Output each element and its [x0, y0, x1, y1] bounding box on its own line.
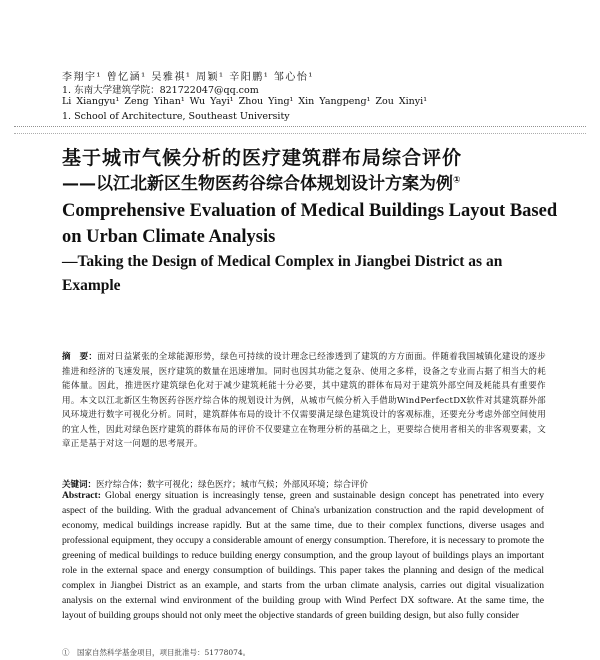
subtitle-chinese-text: ——以江北新区生物医药谷综合体规划设计方案为例	[62, 174, 453, 194]
abstract-english-label: Abstract:	[62, 490, 101, 501]
keywords-text: 医疗综合体；数字可视化；绿色医疗；城市气候；外部风环境；综合评价	[96, 480, 369, 490]
title-english: Comprehensive Evaluation of Medical Buildings Layout Based on Urban Climate Analysis	[62, 201, 558, 247]
affiliation-chinese: 1. 东南大学建筑学院：821722047@qq.com	[62, 85, 259, 96]
keywords-label: 关键词：	[62, 480, 97, 490]
subtitle-english: —Taking the Design of Medical Complex in Jiangbei District as an Example	[62, 253, 503, 294]
affiliation-english: 1. School of Architecture, Southeast University	[62, 111, 290, 122]
abstract-chinese	[62, 350, 546, 452]
title-chinese: 基于城市气候分析的医疗建筑群布局综合评价	[62, 147, 463, 169]
authors-chinese: 李翔宇¹ 曾忆涵¹ 吴雅祺¹ 周颖¹ 辛阳鹏¹ 邹心怡¹	[62, 72, 314, 83]
abstract-chinese-label: 摘 要：	[62, 352, 98, 362]
abstract-english	[62, 488, 544, 623]
footnote: ① 国家自然科学基金项目，项目批准号：51778074。	[62, 648, 251, 657]
scan-noise-divider	[14, 126, 586, 134]
authors-english: Li Xiangyu¹ Zeng Yihan¹ Wu Yayi¹ Zhou Ying¹ Xin Yangpeng¹ Zou Xinyi¹	[62, 96, 428, 107]
footnote-marker: ①	[453, 175, 461, 186]
abstract-chinese-text: 面对日益紧张的全球能源形势，绿色可持续的设计理念已经渗透到了建筑的方方面面。伴随着我国城镇化建设的逐步推进和经济的飞速发展，医疗建筑的数量在迅速增加。同时也因其功能之复杂、使用之多样，设备之专业而占据了相当大的耗能体量。因此，推进医疗建筑绿色化对于减少建筑耗能十分必要，其中建筑的群体布局对于建筑外部空间及耗能具有重要作用。本文以江北新区生物医药谷医疗综合体的规划设计为例，从城市气候分析入手借助WindPerfectDX软件对其建筑群外部风环境进行数字可视化分析。同时，建筑群体布局的设计不仅需要满足绿色建筑设计的客观标准，还要充分考虑外部空间使用的宜人性，因此对绿色医疗建筑的群体布局的评价不仅要建立在物理分析的基础之上，更要综合使用者相关的非客观要素，文章正是基于对这一问题的思考展开。	[62, 352, 547, 449]
subtitle-chinese	[62, 169, 461, 194]
abstract-english-text: Global energy situation is increasingly tense, green and sustainable design concept has penetrated into every aspect of the building. With the gradual advancement of China's urbanization construction and the rapid development of economy, medical buildings increase rapidly. But at the same time, due to their complex functions, diverse usages and professional equipment, they occupy a considerable amount of energy consumption. Therefore, it is necessary to promote the greening of medical buildings to reduce building energy consumption, and the group layout of buildings plays an important role in the external space and energy consumption of buildings. This paper takes the planning and design of the medical complex in Jiangbei District as an example, and starts from the urban climate analysis, carries out digital visualization analysis on the external wind environment of the building group with Wind Perfect DX software. At the same time, the layout of building groups should not only meet the objective standards of green building design, but also fully consider	[62, 490, 544, 621]
